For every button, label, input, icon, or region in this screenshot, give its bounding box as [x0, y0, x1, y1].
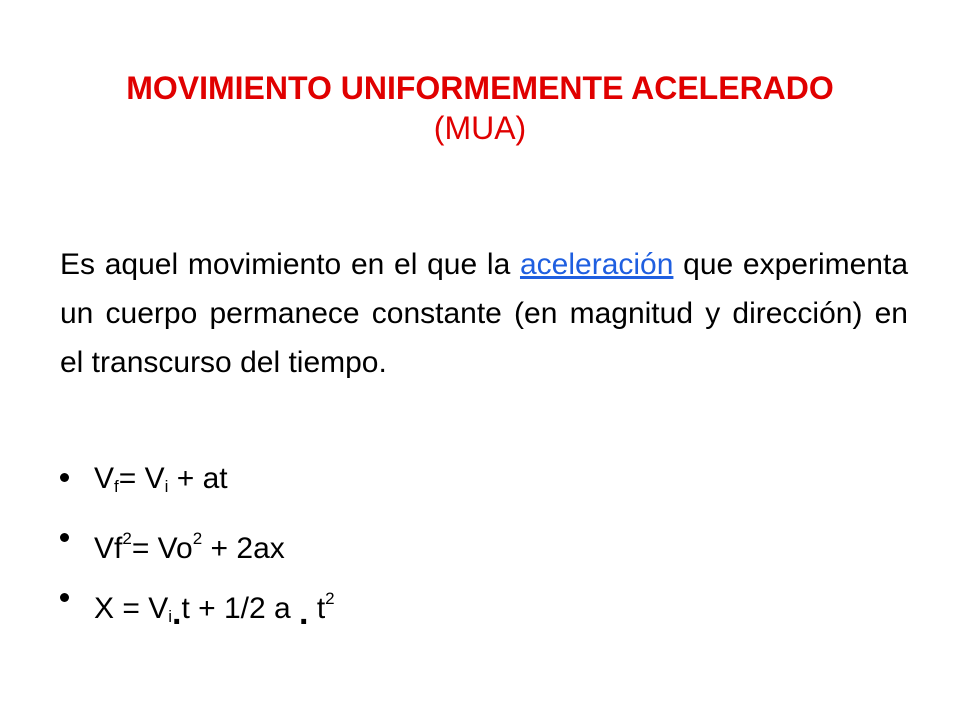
- formula3-dot-1: .: [172, 594, 182, 632]
- formula1-tail: + at: [168, 462, 228, 495]
- formula3-lead: X = V: [94, 592, 169, 625]
- formula2-sup-2: 2: [192, 529, 203, 548]
- formula3-sup: 2: [325, 589, 335, 608]
- formula2-sup-1: 2: [122, 529, 132, 548]
- title-abbreviation: (MUA): [433, 110, 527, 146]
- formula1-eq: = V: [118, 462, 165, 495]
- formula-final-velocity: [60, 455, 900, 515]
- formula1-sub-i: i: [164, 477, 169, 496]
- formula2-eq: = Vo: [131, 532, 193, 565]
- formula3-sub-i: i: [168, 607, 172, 626]
- bullet-icon: [60, 473, 69, 482]
- formula3-mid: t + 1/2 a: [181, 592, 300, 625]
- definition-paragraph: [60, 240, 908, 387]
- formula1-v: V: [94, 462, 115, 495]
- paragraph-rest: que experimenta un cuerpo permanece constante (en magnitud y dirección) en el transcurso del tiempo.: [60, 248, 909, 379]
- slide-title: [60, 68, 900, 148]
- formula-velocity-squared: [60, 515, 900, 575]
- title-main: MOVIMIENTO UNIFORMEMENTE ACELERADO: [126, 70, 834, 106]
- formula3-t: t: [308, 592, 326, 625]
- formula3-dot-2: .: [299, 594, 309, 632]
- paragraph-lead: Es aquel movimiento en el que la: [60, 248, 520, 281]
- formula2-tail: + 2ax: [202, 532, 285, 565]
- formula2-vf: Vf: [94, 532, 123, 565]
- formula-list: [60, 455, 900, 635]
- formula-position: [60, 575, 900, 635]
- aceleracion-link[interactable]: aceleración: [519, 248, 674, 281]
- bullet-icon: [60, 593, 69, 602]
- formula1-sub-f: f: [114, 477, 119, 496]
- bullet-icon: [60, 533, 69, 542]
